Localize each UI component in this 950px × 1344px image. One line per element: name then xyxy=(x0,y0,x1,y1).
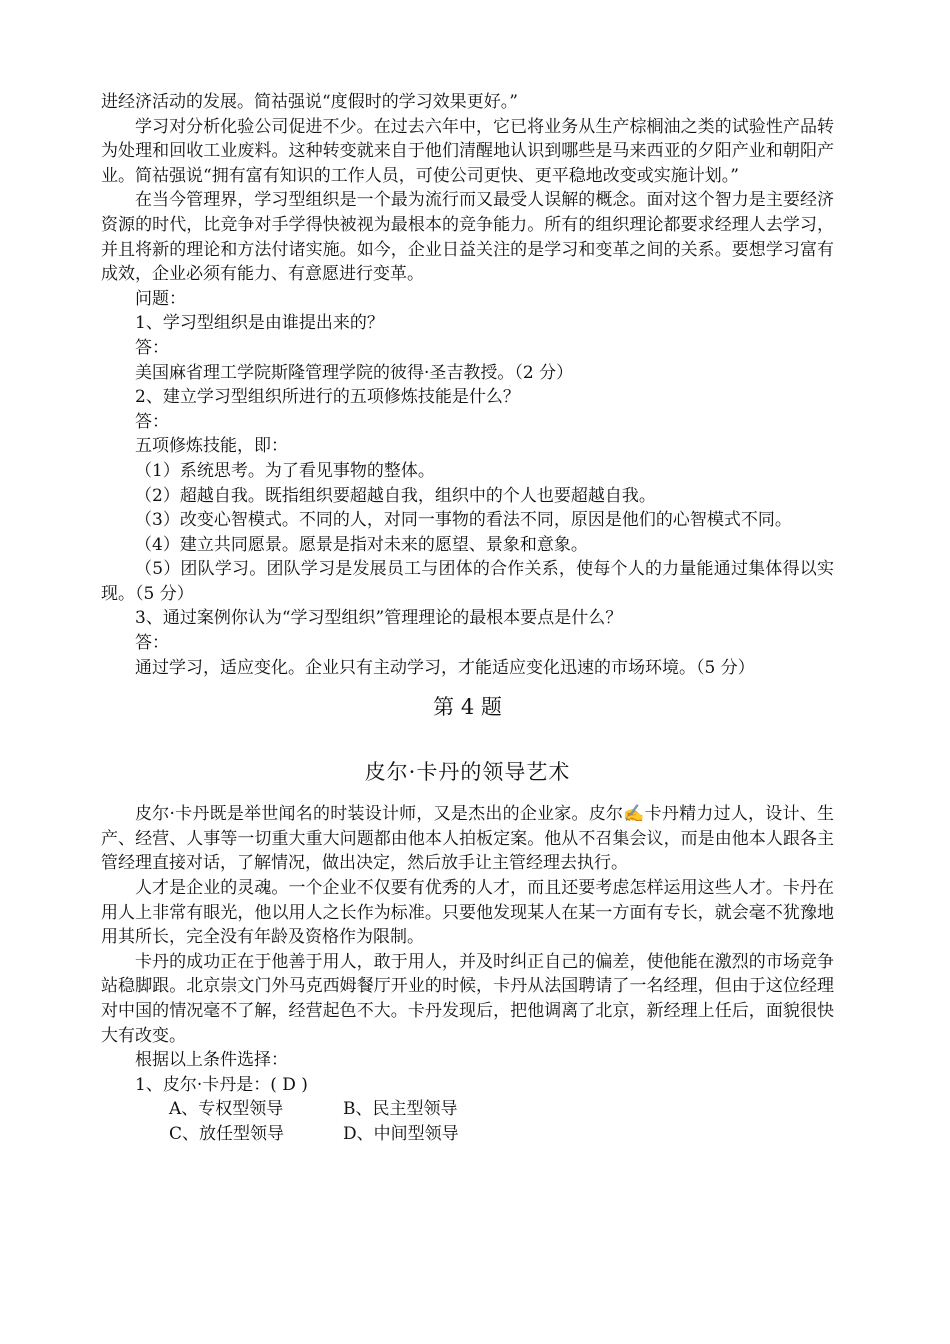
options-row-1 xyxy=(101,1097,834,1122)
case-paragraph-3: 卡丹的成功正在于他善于用人，敢于用人，并及时纠正自己的偏差，使他能在激烈的市场竞争站稳脚跟。北京崇文门外马克西姆餐厅开业的时候，卡丹从法国聘请了一名经理，但由于这位经理对中国的情况毫不了解，经营起色不大。卡丹发现后，把他调离了北京，新经理上任后，面貌很快大有改变。 xyxy=(101,951,834,1046)
case-paragraph-2: 人才是企业的灵魂。一个企业不仅要有优秀的人才，而且还要考虑怎样运用这些人才。卡丹在用人上非常有眼光，他以用人之长作为标准。只要他发现某人在某一方面有专长，就会毫不犹豫地用其所长，完全没有年龄及资格作为限制。 xyxy=(101,878,834,948)
answer-label-2: 答： xyxy=(135,411,169,432)
question-3: 3、通过案例你认为“学习型组织”管理理论的最根本要点是什么？ xyxy=(135,608,623,629)
answer-label-3: 答： xyxy=(135,633,169,654)
case-instruction: 根据以上条件选择： xyxy=(135,1050,288,1071)
case-paragraph-1: 皮尔·卡丹既是举世闻名的时装设计师，又是杰出的企业家。皮尔✍卡丹精力过人，设计、生产、经营、人事等一切重大重大问题都由他本人拍板定案。他从不召集会议，而是由他本人跟各主管经理直接对话，了解情况，做出决定，然后放手让主管经理去执行。 xyxy=(101,804,834,874)
options-row-2 xyxy=(101,1122,834,1147)
answer-2-item-1: （1）系统思考。为了看见事物的整体。 xyxy=(135,460,435,481)
answer-label-1: 答： xyxy=(135,337,169,358)
answer-2-item-5: （5）团队学习。团队学习是发展员工与团体的合作关系，使每个人的力量能通过集体得以实现。（5 分） xyxy=(101,559,834,604)
option-b: B、民主型领导 xyxy=(343,1099,458,1120)
answer-2-item-2: （2）超越自我。既指组织要超越自我，组织中的个人也要超越自我。 xyxy=(135,485,656,506)
question-2: 2、建立学习型组织所进行的五项修炼技能是什么？ xyxy=(135,387,520,408)
answer-1: 美国麻省理工学院斯隆管理学院的彼得·圣吉教授。（2 分） xyxy=(135,362,574,383)
paragraph-learning-benefit: 学习对分析化验公司促进不少。在过去六年中，它已将业务从生产棕榈油之类的试验性产品转为处理和回收工业废料。这种转变就来自于他们清醒地认识到哪些是马来西亚的夕阳产业和朝阳产业。简祜强说“拥有富有知识的工作人员，可使公司更快、更平稳地改变或实施计划。” xyxy=(101,116,834,186)
paragraph-continuation: 进经济活动的发展。简祜强说“度假时的学习效果更好。” xyxy=(101,92,518,112)
paragraph-learning-organization: 在当今管理界，学习型组织是一个最为流行而又最受人误解的概念。面对这个智力是主要经济资源的时代，比竞争对手学得快被视为最根本的竞争能力。所有的组织理论都要求经理人去学习，并且将新的理论和方法付诸实施。如今，企业日益关注的是学习和变革之间的关系。要想学习富有成效，企业必须有能力、有意愿进行变革。 xyxy=(101,190,834,285)
option-d: D、中间型领导 xyxy=(343,1123,459,1144)
document-page xyxy=(101,90,834,1147)
case-question-1: 1、皮尔·卡丹是：( D ) xyxy=(135,1074,308,1095)
question-1: 1、学习型组织是由谁提出来的？ xyxy=(135,313,384,334)
option-a: A、专权型领导 xyxy=(169,1099,284,1120)
section-heading: 第 4 题 xyxy=(433,695,502,720)
case-title: 皮尔·卡丹的领导艺术 xyxy=(364,760,571,785)
answer-3: 通过学习，适应变化。企业只有主动学习，才能适应变化迅速的市场环境。（5 分） xyxy=(135,657,755,678)
option-c: C、放任型领导 xyxy=(169,1123,285,1144)
answer-2-item-3: （3）改变心智模式。不同的人，对同一事物的看法不同，原因是他们的心智模式不同。 xyxy=(135,510,792,531)
answer-2-item-4: （4）建立共同愿景。愿景是指对未来的愿望、景象和意象。 xyxy=(135,534,588,555)
questions-label: 问题： xyxy=(135,288,186,309)
answer-2-intro: 五项修炼技能，即： xyxy=(135,436,288,457)
